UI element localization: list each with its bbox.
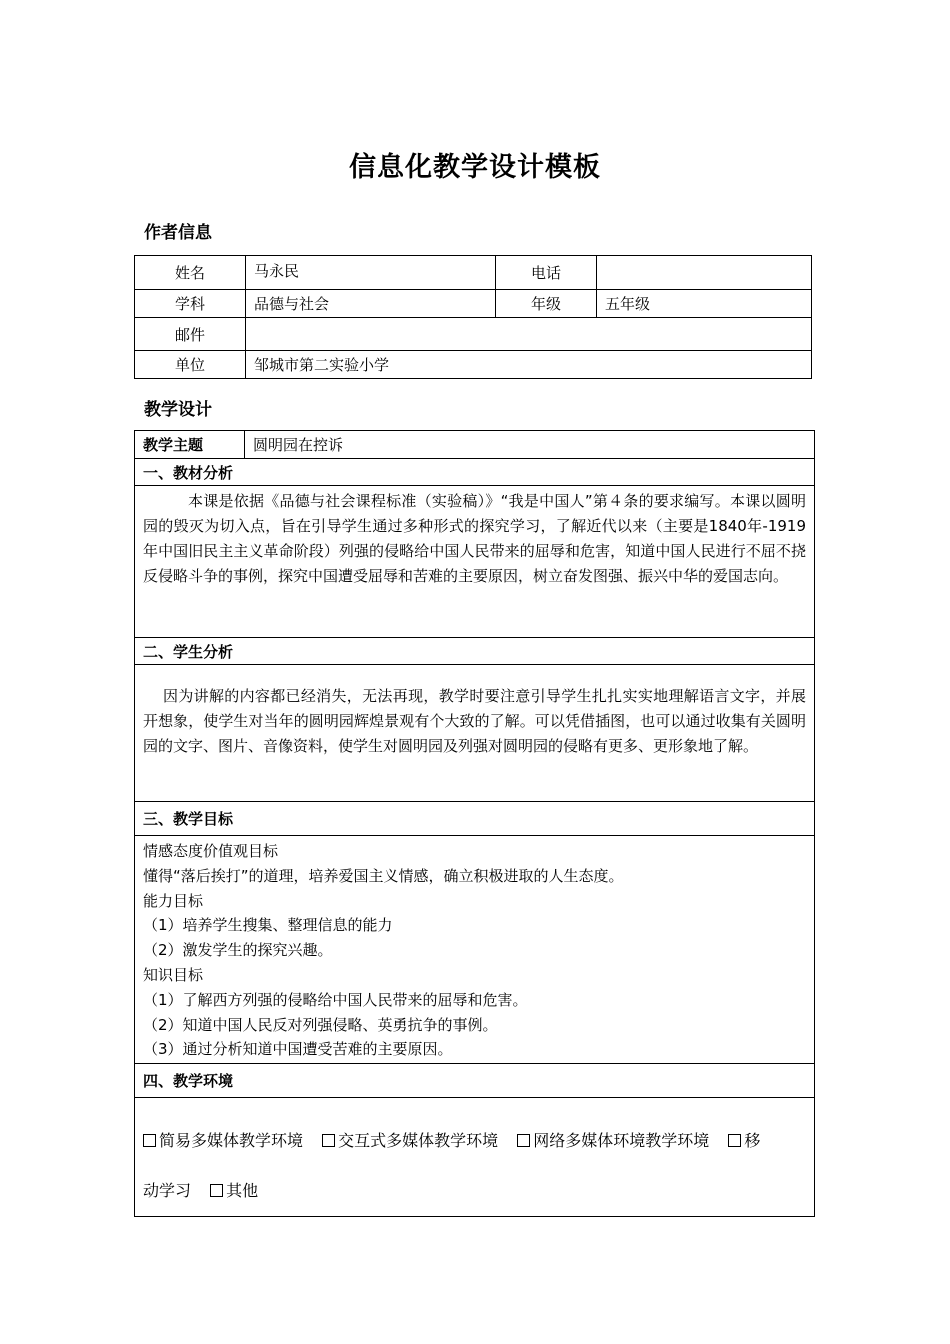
student-analysis-text: 因为讲解的内容都已经消失，无法再现，教学时要注意引导学生扎扎实实地理解语言文字，并展开想象，使学生对当年的圆明园辉煌景观有个大致的了解。可以凭借插图，也可以通过收集有关圆明园的文字、图片、音像资料，使学生对圆明园及列强对圆明园的侵略有更多、更形象地了解。	[135, 665, 815, 802]
goal-line: （2）知道中国人民反对列强侵略、英勇抗争的事例。	[143, 1015, 498, 1034]
env-option-simple-multimedia[interactable]: 简易多媒体教学环境	[143, 1131, 303, 1150]
goal-line: 情感态度价值观目标	[143, 842, 279, 860]
phone-label: 电话	[496, 256, 597, 290]
email-label: 邮件	[135, 318, 246, 351]
teaching-environment-heading: 四、教学环境	[135, 1064, 815, 1098]
author-section-heading: 作者信息	[144, 223, 212, 243]
checkbox-icon[interactable]	[517, 1134, 530, 1147]
env-option-network-multimedia[interactable]: 网络多媒体环境教学环境	[517, 1131, 709, 1150]
phone-value	[597, 256, 812, 290]
teaching-environment-options	[135, 1098, 815, 1217]
goal-line: （3）通过分析知道中国遭受苦难的主要原因。	[143, 1040, 453, 1059]
grade-label: 年级	[496, 290, 597, 318]
author-info-table	[134, 255, 812, 379]
goal-line: 懂得“落后挨打”的道理，培养爱国主义情感，确立积极进取的人生态度。	[143, 866, 624, 885]
name-value: 马永民	[246, 256, 496, 290]
goal-line: （1）培养学生搜集、整理信息的能力	[143, 916, 393, 935]
env-option-mobile-learning[interactable]: 移	[728, 1131, 760, 1150]
goal-line: （1）了解西方列强的侵略给中国人民带来的屈辱和危害。	[143, 990, 528, 1009]
grade-value: 五年级	[597, 290, 812, 318]
design-section-heading: 教学设计	[144, 400, 212, 420]
email-value	[246, 318, 812, 351]
teaching-goals-list	[135, 836, 815, 1064]
checkbox-icon[interactable]	[210, 1184, 223, 1197]
goal-line: 能力目标	[143, 891, 204, 910]
material-analysis-heading: 一、教材分析	[135, 459, 815, 486]
topic-value: 圆明园在控诉	[245, 431, 815, 459]
material-analysis-text: 本课是依据《品德与社会课程标准（实验稿）》“我是中国人”第４条的要求编写。本课以圆明园的毁灭为切入点，旨在引导学生通过多种形式的探究学习，了解近代以来（主要是1840年-1919年中国旧民主主义革命阶段）列强的侵略给中国人民带来的屈辱和危害，知道中国人民进行不屈不挠反侵略斗争的事例，探究中国遭受屈辱和苦难的主要原因，树立奋发图强、振兴中华的爱国志向。	[135, 486, 815, 638]
checkbox-icon[interactable]	[322, 1134, 335, 1147]
name-label: 姓名	[135, 256, 246, 290]
unit-value: 邹城市第二实验小学	[246, 351, 812, 379]
teaching-design-table	[134, 430, 815, 1217]
subject-label: 学科	[135, 290, 246, 318]
goal-line: 知识目标	[143, 965, 204, 984]
checkbox-icon[interactable]	[143, 1134, 156, 1147]
env-option-mobile-learning-cont: 动学习	[143, 1181, 192, 1200]
env-option-other[interactable]: 其他	[210, 1181, 258, 1200]
checkbox-icon[interactable]	[728, 1134, 741, 1147]
topic-label: 教学主题	[135, 431, 245, 459]
teaching-goals-heading: 三、教学目标	[135, 802, 815, 836]
document-title: 信息化教学设计模板	[349, 152, 601, 183]
unit-label: 单位	[135, 351, 246, 379]
env-option-interactive-multimedia[interactable]: 交互式多媒体教学环境	[322, 1131, 498, 1150]
subject-value: 品德与社会	[246, 290, 496, 318]
student-analysis-heading: 二、学生分析	[135, 638, 815, 665]
goal-line: （2）激发学生的探究兴趣。	[143, 941, 333, 960]
